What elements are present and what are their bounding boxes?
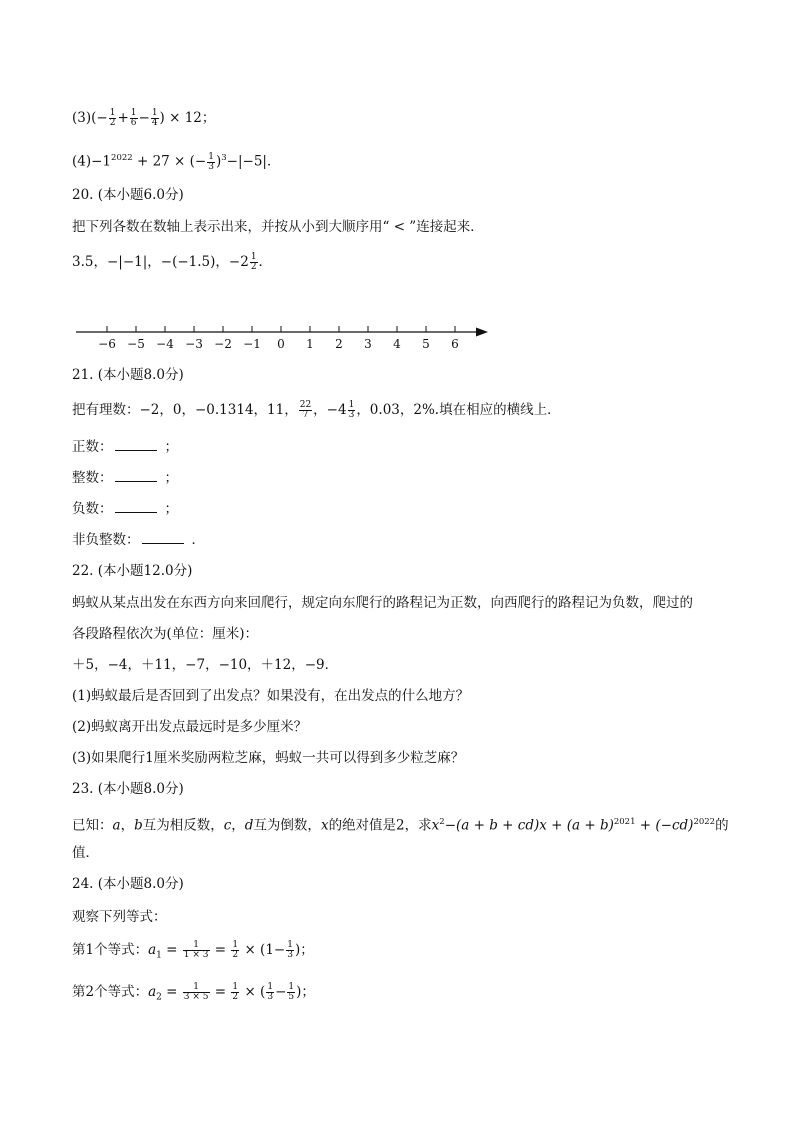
q24-header: 24. (本小题8.0分) [72, 876, 184, 892]
number-line-tick-label: 0 [277, 337, 285, 351]
fraction: $\frac{1}{3}$ [208, 151, 214, 172]
fraction: $\frac{1}{3}$ [287, 940, 293, 960]
q21-header: 21. (本小题8.0分) [72, 367, 184, 383]
fraction: $\frac{1}{1 \times 3}$ [183, 940, 209, 960]
number-line-tick-label: −2 [214, 337, 232, 351]
number-line-arrow [476, 328, 488, 337]
q19-part4: $(4)-1^{2022} + 27$ × (− $\frac{1}{3}$ )$^3$−|−5|． [72, 151, 281, 172]
q20-header: 20. (本小题6.0分) [72, 187, 184, 203]
number-line-tick-label: 4 [393, 337, 401, 351]
q22-text-line1: 蚂蚁从某点出发在东西方向来回爬行，规定向东爬行的路程记为正数，向西爬行的路程记为负数，爬过的 [72, 595, 693, 611]
q21-blank-nonneg-integer: 非负整数： ． [72, 532, 205, 548]
q24-equation-2: 第2个等式：$a_2$ = $\frac{1}{3 \times 5}$ = $\frac{1}{2}$ × ( $\frac{1}{3}$ − $\frac{1}{5}$ )； [72, 982, 315, 1003]
fraction: $\frac{1}{2}$ [250, 252, 257, 272]
q23-text-cont: 值． [72, 845, 99, 861]
fraction: $\frac{1}{3}$ [348, 400, 355, 420]
number-line-tick-label: −4 [156, 337, 174, 351]
answer-blank[interactable] [115, 438, 157, 451]
q23-text: 已知：a，b互为相反数，c，d互为倒数，x的绝对值是2，求$x^2-(a + b + cd)x + (a + b)^{2021} + (-cd)^{2022}$的 [72, 817, 729, 834]
q22-header: 22. (本小题12.0分) [72, 563, 193, 579]
q21-blank-negative: 负数： ； [72, 501, 178, 517]
answer-blank[interactable] [142, 531, 184, 544]
fraction: $\frac{1}{2}$ [109, 108, 116, 128]
fraction: $\frac{1}{2}$ [232, 940, 239, 960]
q21-intro: 把有理数：−2，0，−0.1314，11， $\frac{22}{7}$ ，−4 $\frac{1}{3}$ ，0.03，2%.填在相应的横线上． [72, 400, 561, 420]
q22-values: ＋5，−4，＋11，−7，−10，＋12，−9． [72, 657, 339, 673]
number-line-tick-label: −3 [185, 337, 203, 351]
answer-blank[interactable] [115, 469, 157, 482]
number-line-tick-label: −1 [243, 337, 261, 351]
q19-part3: (3)(− $\frac{1}{2}$ + $\frac{1}{6}$ − $\frac{1}{4}$ ) × 12； [72, 108, 216, 128]
q24-intro: 观察下列等式： [72, 909, 167, 925]
number-line-tick-label: −6 [98, 337, 116, 351]
answer-blank[interactable] [115, 500, 157, 513]
number-line-tick-label: 2 [335, 337, 343, 351]
q24-equation-1: 第1个等式：$a_1$ = $\frac{1}{1 \times 3}$ = $\frac{1}{2}$ × (1− $\frac{1}{3}$ )； [72, 940, 314, 961]
fraction: $\frac{1}{2}$ [232, 982, 239, 1002]
q20-instruction: 把下列各数在数轴上表示出来，并按从小到大顺序用“ < ”连接起来． [72, 219, 484, 235]
q23-header: 23. (本小题8.0分) [72, 781, 184, 797]
number-line-tick-label: −5 [127, 337, 145, 351]
q21-blank-integer: 整数： ； [72, 470, 178, 486]
q22-sub1: (1)蚂蚁最后是否回到了出发点？如果没有，在出发点的什么地方？ [72, 688, 470, 704]
q21-blank-positive: 正数： ； [72, 439, 178, 455]
q22-sub3: (3)如果爬行1厘米奖励两粒芝麻，蚂蚁一共可以得到多少粒芝麻？ [72, 750, 465, 766]
fraction: $\frac{1}{4}$ [151, 108, 158, 128]
fraction: $\frac{1}{3}$ [267, 982, 274, 1002]
q20-numbers: 3.5，−|−1|，−(−1.5)，−2 $\frac{1}{2}$ ． [72, 252, 273, 272]
number-line-tick-label: 1 [306, 337, 314, 351]
fraction: $\frac{22}{7}$ [299, 400, 312, 420]
fraction: $\frac{1}{3 \times 5}$ [183, 982, 209, 1002]
number-line-tick-label: 6 [451, 337, 459, 351]
fraction: $\frac{1}{6}$ [130, 108, 137, 128]
q22-text-line2: 各段路程依次为(单位：厘米)： [72, 626, 259, 642]
fraction: $\frac{1}{5}$ [288, 982, 295, 1002]
number-line-tick-label: 5 [422, 337, 430, 351]
number-line [0, 320, 794, 360]
q22-sub2: (2)蚂蚁离开出发点最远时是多少厘米？ [72, 719, 308, 735]
number-line-tick-label: 3 [364, 337, 372, 351]
